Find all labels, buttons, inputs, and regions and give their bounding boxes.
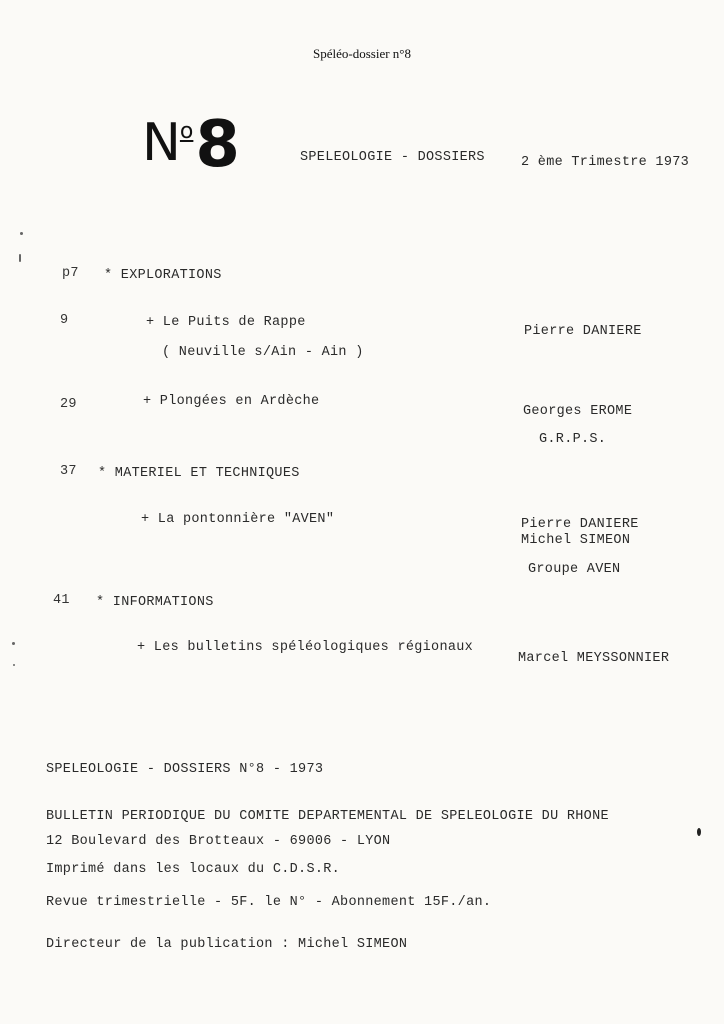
colophon-title: SPELEOLOGIE - DOSSIERS N°8 - 1973 [46,762,324,777]
colophon-subscription: Revue trimestrielle - 5F. le N° - Abonnement 15F./an. [46,895,492,910]
toc-page-number: 37 [60,464,77,479]
toc-page-number: p7 [62,266,79,281]
scan-speck [697,828,701,836]
publication-title: SPELEOLOGIE - DOSSIERS [300,150,485,165]
toc-article-title: + Les bulletins spéléologiques régionaux [137,640,474,655]
scan-speck [13,664,15,666]
colophon-printer: Imprimé dans les locaux du C.D.S.R. [46,862,341,877]
toc-author: Pierre DANIERE [524,324,642,339]
toc-author: Georges EROME [523,404,633,419]
issue-mark-prefix: N [142,113,179,173]
toc-page-number: 29 [60,397,77,412]
scan-speck [19,254,21,262]
toc-page-number: 41 [53,593,70,608]
toc-page-number: 9 [60,313,69,328]
scan-speck [12,642,15,645]
toc-author: Pierre DANIERE [521,517,639,532]
publication-period: 2 ème Trimestre 1973 [521,155,690,170]
toc-section-title: * MATERIEL ET TECHNIQUES [98,466,300,481]
issue-mark-number: 8 [195,108,240,182]
colophon-director: Directeur de la publication : Michel SIMEON [46,937,408,952]
toc-author: Marcel MEYSSONNIER [518,651,670,666]
toc-section-title: * INFORMATIONS [96,595,214,610]
toc-section-title: * EXPLORATIONS [104,268,222,283]
toc-article-title: + Plongées en Ardèche [143,394,320,409]
issue-mark-superscript: o [179,119,194,144]
scan-speck [20,232,23,235]
colophon-publisher: BULLETIN PERIODIQUE DU COMITE DEPARTEMENTAL DE SPELEOLOGIE DU RHONE [46,809,609,824]
running-header: Spéléo-dossier n°8 [313,46,411,61]
toc-article-subtitle: ( Neuville s/Ain - Ain ) [162,345,364,360]
toc-author: Groupe AVEN [528,562,621,577]
colophon-address: 12 Boulevard des Brotteaux - 69006 - LYON [46,834,391,849]
toc-author: G.R.P.S. [539,432,607,447]
issue-number-mark [142,102,240,182]
toc-author: Michel SIMEON [521,533,631,548]
toc-article-title: + Le Puits de Rappe [146,315,306,330]
toc-article-title: + La pontonnière "AVEN" [141,512,335,527]
